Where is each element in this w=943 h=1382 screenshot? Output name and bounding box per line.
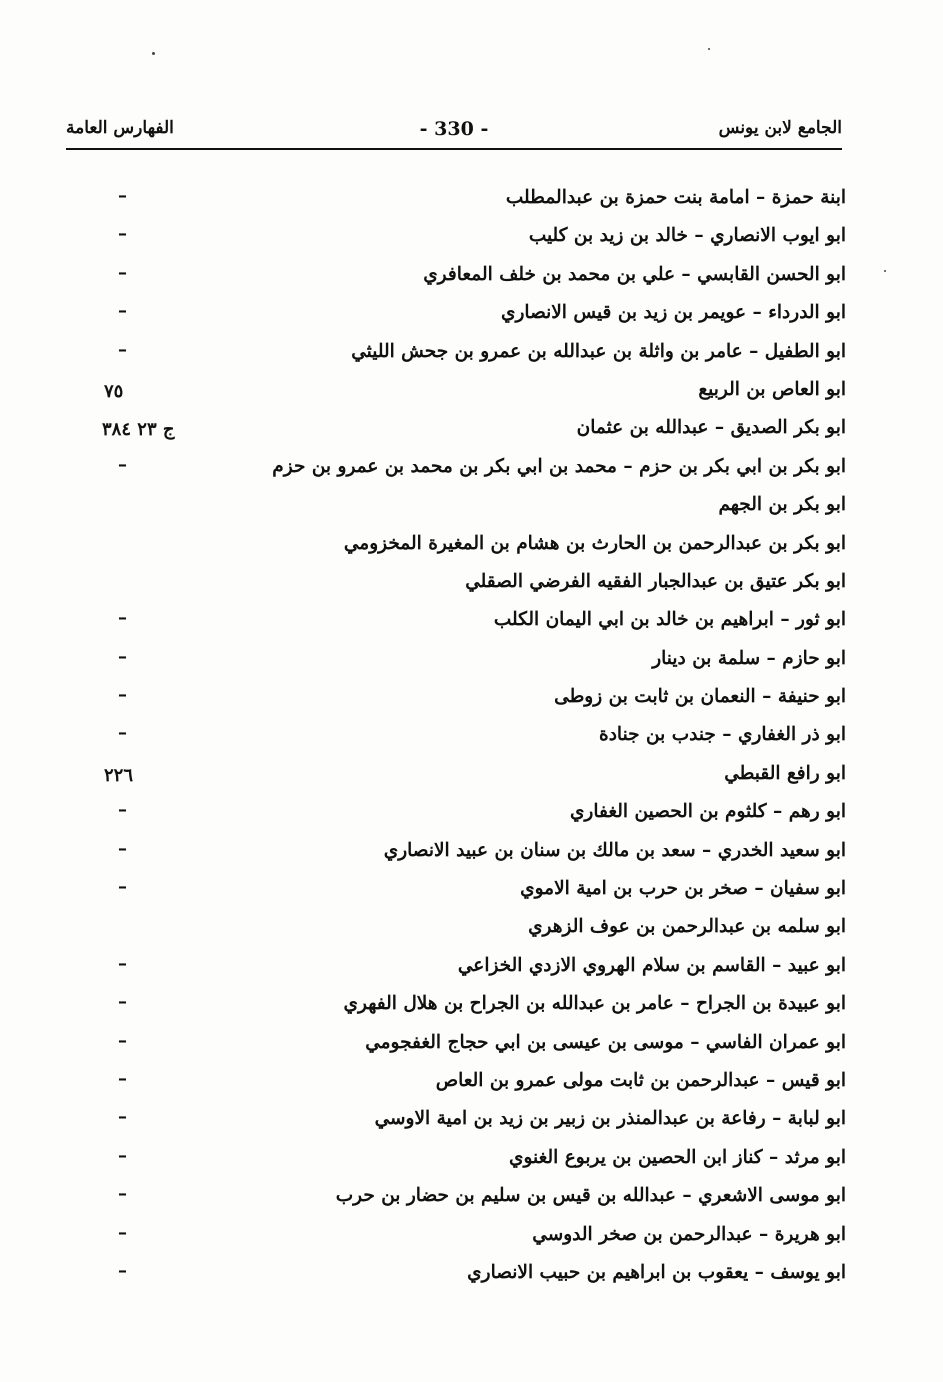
entry-page-ref: – — [118, 300, 127, 322]
index-entry — [66, 644, 846, 682]
entry-name: ابو رافع القبطي — [724, 762, 846, 784]
index-entry — [66, 337, 846, 375]
index-entry — [66, 1258, 846, 1296]
entry-page-ref: – — [118, 991, 127, 1013]
index-entry — [66, 951, 846, 989]
scan-speck — [884, 270, 886, 272]
index-entry — [66, 1066, 846, 1104]
entry-name: ابو هريرة – عبدالرحمن بن صخر الدوسي — [532, 1223, 846, 1245]
index-entry — [66, 605, 846, 643]
entry-page-ref: – — [118, 1183, 127, 1205]
index-entry — [66, 375, 846, 413]
entry-page-ref: – — [118, 185, 127, 206]
entry-page-ref: ٢٢٦ — [104, 764, 134, 786]
index-entry — [66, 260, 846, 298]
index-entry — [66, 912, 846, 950]
entry-name: ابو موسى الاشعري – عبدالله بن قيس بن سليم بن حضار بن حرب — [335, 1185, 846, 1207]
scan-speck — [152, 52, 155, 55]
page-number: - 330 - — [419, 118, 489, 140]
entry-page-ref: – — [118, 607, 127, 629]
entry-name: ابو سعيد الخدري – سعد بن مالك بن سنان بن عبيد الانصاري — [383, 839, 846, 861]
index-entry — [66, 759, 846, 797]
entry-name: ابو ثور – ابراهيم بن خالد بن ابي اليمان الكلب — [493, 609, 846, 631]
index-entry — [66, 567, 846, 605]
entry-name: ابو حنيفة – النعمان بن ثابت بن زوطى — [554, 686, 846, 708]
index-entry — [66, 221, 846, 259]
index-entry — [66, 413, 846, 451]
entry-name: ابو حازم – سلمة بن دينار — [652, 647, 846, 669]
entry-page-ref: – — [118, 799, 127, 821]
entry-name: ابو العاص بن الربيع — [698, 378, 846, 400]
book-title: الجامع لابن يونس — [718, 118, 842, 138]
entry-page-ref: – — [118, 223, 127, 245]
entry-name: ابو عبيد – القاسم بن سلام الهروي الازدي الخزاعي — [457, 954, 846, 976]
index-entry — [66, 452, 846, 490]
index-entry — [66, 1181, 846, 1219]
entry-name: ابو سلمه بن عبدالرحمن بن عوف الزهري — [528, 916, 846, 938]
index-list — [66, 183, 846, 1296]
entry-name: ابو الطفيل – عامر بن واثلة بن عبدالله بن عمرو بن جحش الليثي — [351, 340, 846, 362]
index-entry — [66, 1104, 846, 1142]
section-title: الفهارس العامة — [66, 118, 174, 138]
index-entry — [66, 989, 846, 1027]
entry-page-ref: ج ٢٣ ٣٨٤ — [102, 419, 175, 441]
entry-page-ref: – — [118, 338, 127, 360]
entry-name: ابو عبيدة بن الجراح – عامر بن عبدالله بن الجراح بن هلال الفهري — [343, 993, 846, 1015]
entry-name: ابو رهم – كلثوم بن الحصين الغفاري — [569, 801, 846, 823]
entry-page-ref: – — [118, 1144, 127, 1166]
page-header — [66, 112, 842, 150]
entry-name: ابو سفيان – صخر بن حرب بن امية الاموي — [520, 878, 846, 900]
entry-page-ref: – — [118, 722, 127, 744]
entry-page-ref: – — [118, 261, 127, 283]
entry-name: ابو بكر بن الجهم — [718, 494, 846, 516]
entry-name: ابو مرثد – كناز ابن الحصين بن يربوع الغنوي — [508, 1146, 846, 1168]
index-entry — [66, 1143, 846, 1181]
entry-name: ابو ايوب الانصاري – خالد بن زيد بن كليب — [528, 225, 846, 247]
entry-page-ref: – — [118, 837, 127, 859]
entry-name: ابو لبابة – رفاعة بن عبدالمنذر بن زبير بن زيد بن امية الاوسي — [374, 1108, 846, 1130]
entry-name: ابو عمران الفاسي – موسى بن عيسى بن ابي حجاج الغفجومي — [365, 1031, 846, 1053]
entry-name: ابو بكر الصديق – عبدالله بن عثمان — [576, 417, 846, 439]
index-entry — [66, 1220, 846, 1258]
index-entry — [66, 529, 846, 567]
entry-page-ref: ٧٥ — [104, 380, 124, 402]
index-entry — [66, 298, 846, 336]
entry-page-ref: – — [118, 1221, 127, 1243]
entry-name: ابو بكر بن ابي بكر بن حزم – محمد بن ابي بكر بن محمد بن عمرو بن حزم — [272, 455, 846, 477]
entry-name: ابنة حمزة – امامة بنت حمزة بن عبدالمطلب — [505, 187, 846, 208]
entry-name: ابو يوسف – يعقوب بن ابراهيم بن حبيب الانصاري — [467, 1261, 846, 1283]
entry-name: ابو الدرداء – عويمر بن زيد بن قيس الانصاري — [501, 302, 846, 324]
index-entry — [66, 720, 846, 758]
index-entry — [66, 183, 846, 221]
entry-page-ref: – — [118, 1029, 127, 1051]
index-entry — [66, 836, 846, 874]
entry-page-ref: – — [118, 876, 127, 898]
index-entry — [66, 797, 846, 835]
entry-page-ref: – — [118, 1106, 127, 1128]
index-entry — [66, 490, 846, 528]
scan-speck — [708, 48, 710, 50]
entry-page-ref: – — [118, 1067, 127, 1089]
entry-name: ابو الحسن القابسي – علي بن محمد بن خلف المعافري — [423, 263, 846, 285]
index-entry — [66, 874, 846, 912]
index-entry — [66, 1028, 846, 1066]
entry-name: ابو بكر عتيق بن عبدالجبار الفقيه الفرضي الصقلي — [465, 570, 846, 592]
entry-page-ref: – — [118, 645, 127, 667]
entry-page-ref: – — [118, 453, 127, 475]
entry-page-ref: – — [118, 1259, 127, 1281]
entry-name: ابو بكر بن عبدالرحمن بن الحارث بن هشام بن المغيرة المخزومي — [343, 532, 846, 554]
entry-name: ابو ذر الغفاري – جندب بن جنادة — [599, 724, 846, 746]
entry-page-ref: – — [118, 684, 127, 706]
entry-page-ref: – — [118, 952, 127, 974]
index-entry — [66, 682, 846, 720]
entry-name: ابو قيس – عبدالرحمن بن ثابت مولى عمرو بن العاص — [435, 1069, 846, 1091]
